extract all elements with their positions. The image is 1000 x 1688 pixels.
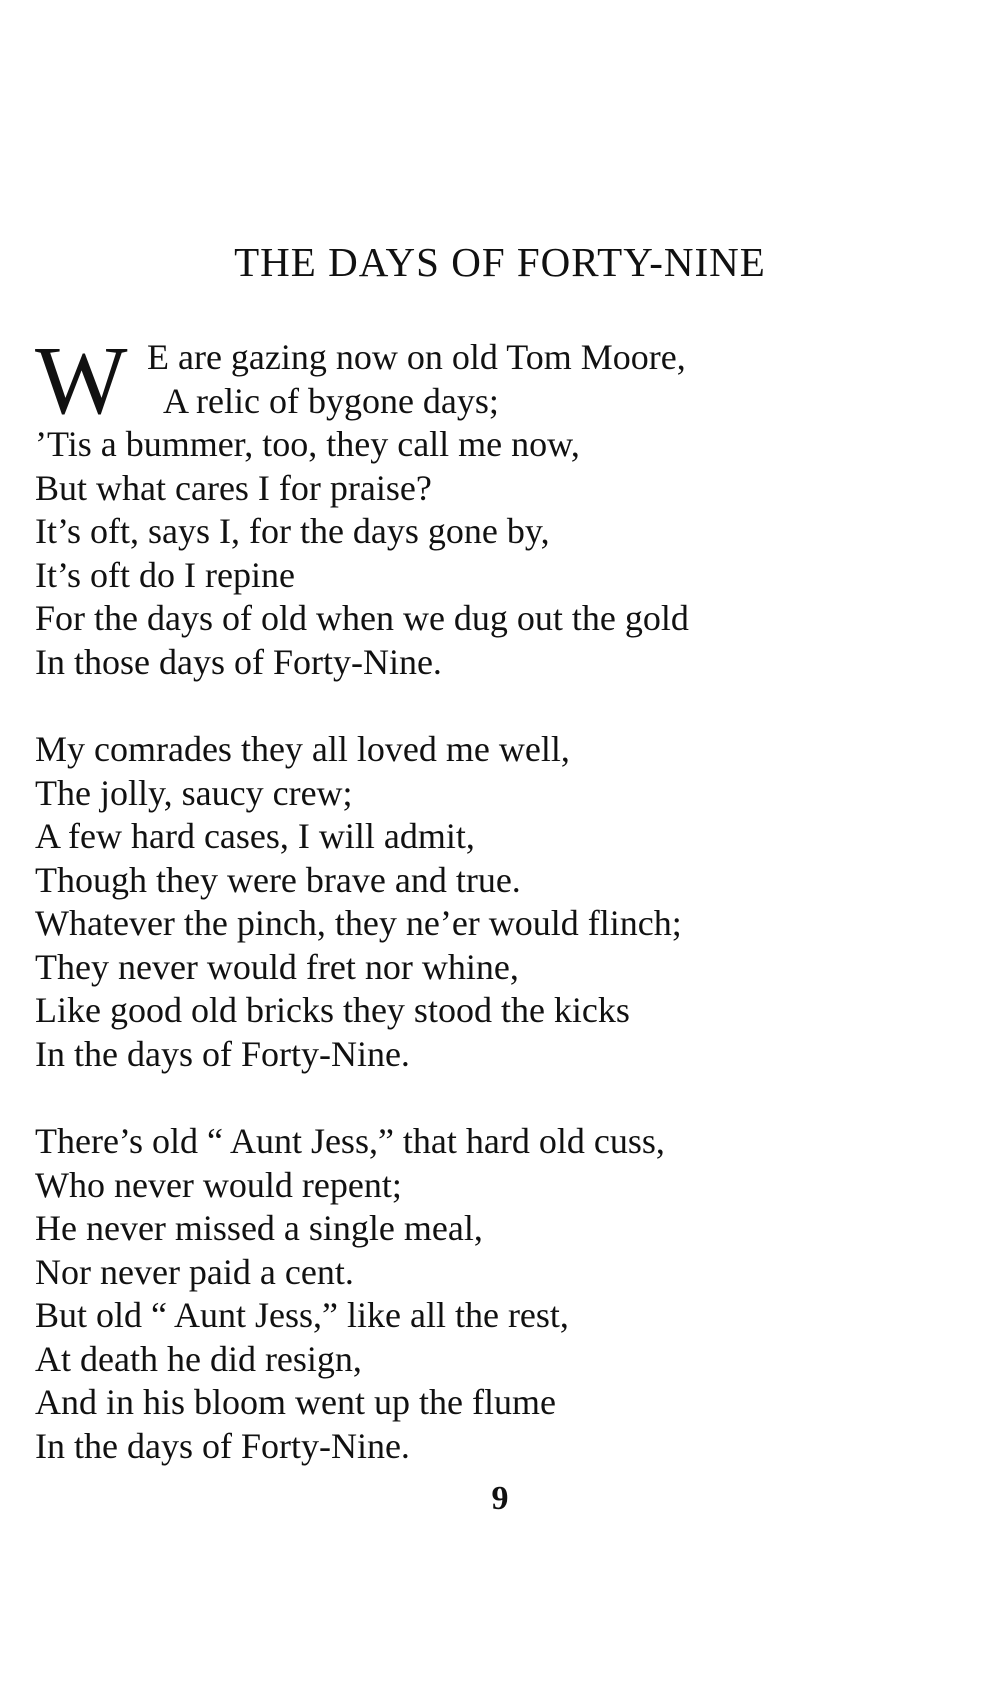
poem-line: There’s old “ Aunt Jess,” that hard old cuss, <box>35 1121 665 1161</box>
poem-line: But old “ Aunt Jess,” like all the rest, <box>35 1295 569 1335</box>
poem-line: ’Tis a bummer, too, they call me now, <box>35 424 580 464</box>
poem-line: The jolly, saucy crew; <box>35 772 353 813</box>
poem-line: In those days of Forty-Nine. <box>35 641 442 682</box>
stanza-1 <box>35 327 965 684</box>
poem-line: In the days of Forty-Nine. <box>35 1033 410 1074</box>
poem-line: And in his bloom went up the flume <box>35 1382 556 1422</box>
poem-line: But what cares I for praise? <box>35 467 432 508</box>
poem-line: A few hard cases, I will admit, <box>35 816 475 856</box>
poem-line: Like good old bricks they stood the kicks <box>35 990 630 1030</box>
poem-line: Nor never paid a cent. <box>35 1251 354 1292</box>
poem-line: Though they were brave and true. <box>35 859 521 900</box>
poem-line: Whatever the pinch, they ne’er would flinch; <box>35 903 682 943</box>
poem-body <box>35 327 965 1512</box>
poem-line: It’s oft do I repine <box>35 554 295 595</box>
first-line-text: E are gazing now on old Tom Moore, <box>147 337 686 377</box>
drop-cap: W <box>35 327 128 435</box>
poem-line: At death he did resign, <box>35 1338 362 1379</box>
poem-line: For the days of old when we dug out the gold <box>35 598 689 638</box>
poem-line: It’s oft, says I, for the days gone by, <box>35 511 550 551</box>
stanza-2 <box>35 728 965 1076</box>
stanza-3 <box>35 1120 965 1468</box>
poem-line: In the days of Forty-Nine. <box>35 1425 410 1466</box>
poem-title: THE DAYS OF FORTY-NINE <box>234 239 766 285</box>
poem-line: He never missed a single meal, <box>35 1208 483 1248</box>
page-number: 9 <box>491 1480 509 1517</box>
poem-line: My comrades they all loved me well, <box>35 729 570 769</box>
poem-line: Who never would repent; <box>35 1164 402 1205</box>
poem-line: They never would fret nor whine, <box>35 946 519 987</box>
poem-line: A relic of bygone days; <box>163 380 499 421</box>
